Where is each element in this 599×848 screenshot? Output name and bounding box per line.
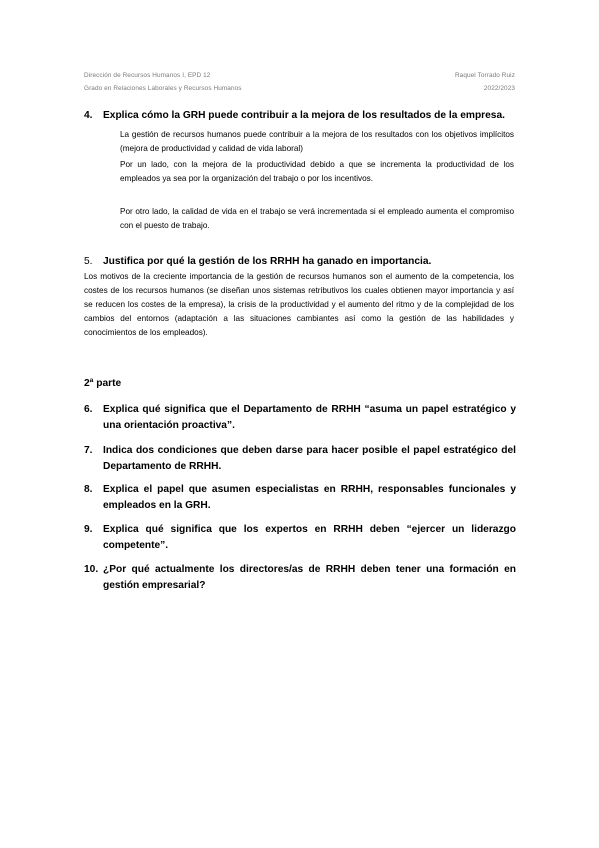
header-author: Raquel Torrado Ruiz [454, 72, 515, 79]
question-text: Explica el papel que asumen especialistas en RRHH, responsables funcionales y empleados en la GRH. [103, 484, 516, 511]
question-text: Explica cómo la GRH puede contribuir a la mejora de los resultados de la empresa. [103, 110, 505, 121]
question-text: Justifica por qué la gestión de los RRHH ha ganado en importancia. [103, 256, 432, 267]
answer-5: Los motivos de la creciente importancia de la gestión de recursos humanos son el aumento de la competencia, los costes de los recursos humanos (se diseñan unos sistemas retributivos los cuales obtienen mayor importancia y así se reducen los costes de la empresa), la crisis de la productividad y el aumento del ritmo y de la complejidad de los cambios del entornos (adaptación a las situaciones cambiantes así como la gestión de las habilidades y conocimientos de los empleados). [84, 272, 514, 337]
question-10 [84, 562, 516, 594]
question-7 [84, 443, 516, 475]
answer-4-p2: Por un lado, con la mejora de la productividad debido a que se incrementa la productividad de los empleados ya sea por la organización del trabajo o por los incentivos. [120, 160, 514, 183]
question-4 [84, 108, 516, 124]
header-year: 2022/2023 [483, 85, 515, 92]
header-course: Dirección de Recursos Humanos I, EPD 12 [84, 72, 211, 79]
question-5 [84, 254, 516, 270]
answer-4-p1: La gestión de recursos humanos puede contribuir a la mejora de los resultados con los objetivos implícitos (mejora de productividad y calidad de vida laboral) [120, 130, 514, 153]
question-9 [84, 522, 516, 554]
question-text: Indica dos condiciones que deben darse para hacer posible el papel estratégico del Departamento de RRHH. [103, 445, 516, 472]
question-number: 4. [84, 110, 93, 121]
question-6 [84, 402, 516, 434]
question-text: Explica qué significa que el Departamento de RRHH “asuma un papel estratégico y una orientación proactiva”. [103, 404, 516, 431]
question-number: 6. [84, 404, 93, 415]
answer-4-p3: Por otro lado, la calidad de vida en el trabajo se verá incrementada si el empleado aumenta el compromiso con el puesto de trabajo. [120, 207, 514, 230]
section-heading: 2ª parte [84, 378, 122, 389]
question-number: 8. [84, 484, 93, 495]
question-number: 10. [84, 564, 99, 575]
question-text: ¿Por qué actualmente los directores/as de RRHH deben tener una formación en gestión empresarial? [103, 564, 516, 591]
question-number: 5. [84, 256, 93, 267]
question-text: Explica qué significa que los expertos en RRHH deben “ejercer un liderazgo competente”. [103, 524, 516, 551]
question-number: 9. [84, 524, 93, 535]
header-degree: Grado en Relaciones Laborales y Recursos Humanos [84, 85, 242, 92]
question-8 [84, 482, 516, 514]
question-number: 7. [84, 445, 93, 456]
